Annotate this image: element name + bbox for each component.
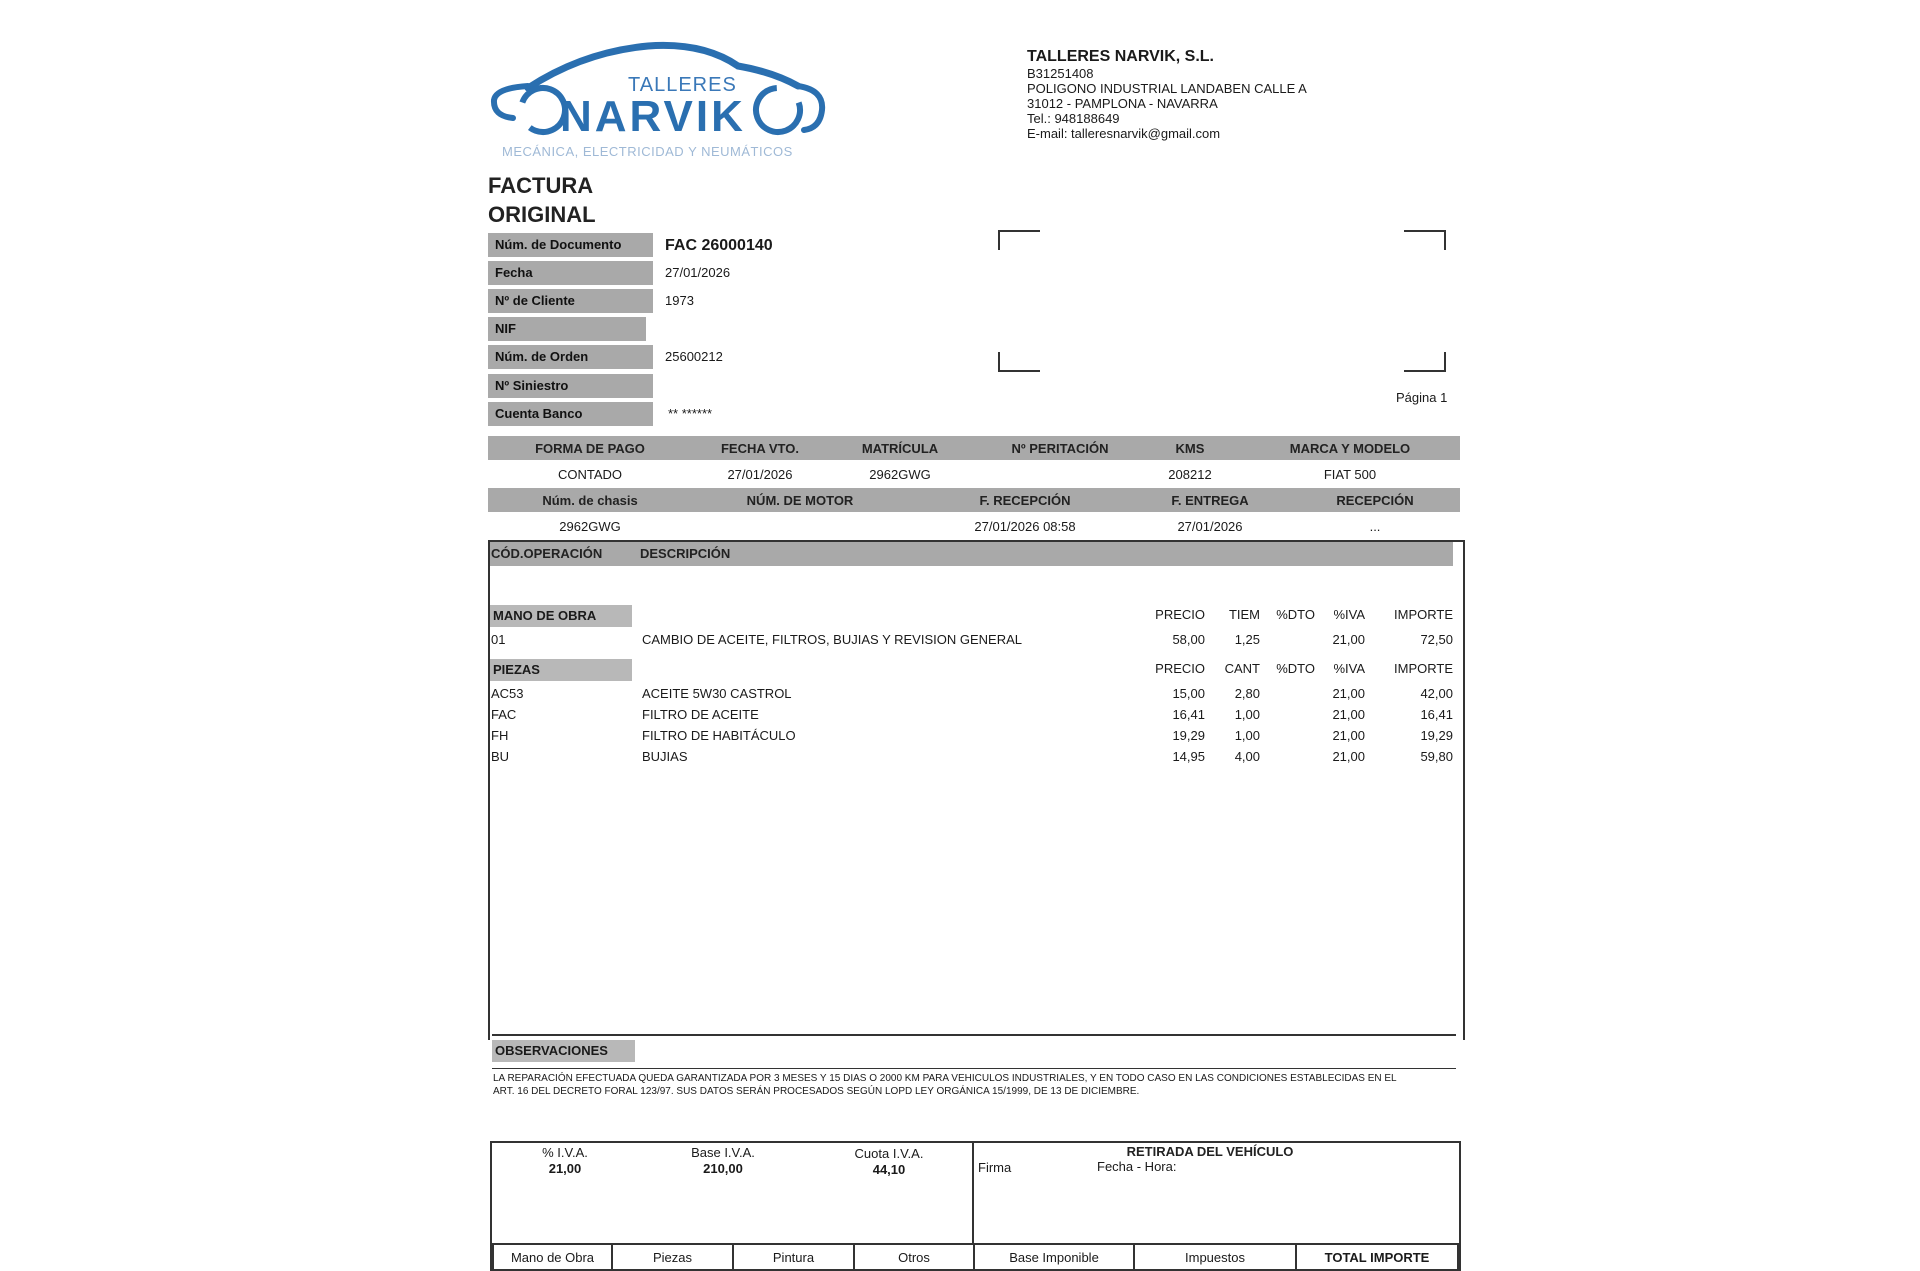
corner-top-right bbox=[1404, 230, 1446, 250]
company-email: E-mail: talleresnarvik@gmail.com bbox=[1027, 126, 1221, 141]
labour-col-price: PRECIO bbox=[1155, 607, 1205, 622]
totals-total-amount: TOTAL IMPORTE bbox=[1297, 1245, 1459, 1271]
logo-tagline: MECÁNICA, ELECTRICIDAD Y NEUMÁTICOS bbox=[502, 144, 793, 159]
labour-col-time: TIEM bbox=[1228, 607, 1260, 622]
totals-taxes: Impuestos bbox=[1135, 1245, 1297, 1271]
part-qty: 1,00 bbox=[1234, 728, 1260, 743]
tax-pct-label: % I.V.A. bbox=[542, 1145, 588, 1160]
observations-text-2: ART. 16 DEL DECRETO FORAL 123/97. SUS DATOS SERÁN PROCESADOS SEGÚN LOPD LEY ORGÁNICA 15/1999, DE 13 DE DICIEMBRE. bbox=[493, 1086, 1140, 1097]
logo-top-text: TALLERES bbox=[628, 74, 737, 96]
part-desc: BUJIAS bbox=[642, 749, 688, 764]
field-label-bank: Cuenta Banco bbox=[488, 402, 653, 426]
field-label-client: Nº de Cliente bbox=[488, 289, 653, 313]
part-price: 19,29 bbox=[1172, 728, 1205, 743]
totals-row bbox=[492, 1243, 1459, 1271]
value-delivery-date: 27/01/2026 bbox=[1177, 519, 1243, 534]
company-info bbox=[1027, 48, 1307, 141]
labour-price: 58,00 bbox=[1172, 632, 1205, 647]
observations-top-divider bbox=[492, 1034, 1456, 1036]
withdrawal-title: RETIRADA DEL VEHÍCULO bbox=[1126, 1144, 1294, 1159]
header-payment-method: FORMA DE PAGO bbox=[535, 441, 645, 456]
labour-code: 01 bbox=[491, 632, 506, 647]
header-due-date: FECHA VTO. bbox=[720, 441, 799, 456]
observations-title: OBSERVACIONES bbox=[492, 1040, 635, 1062]
part-desc: FILTRO DE HABITÁCULO bbox=[642, 728, 796, 743]
part-iva: 21,00 bbox=[1332, 749, 1365, 764]
part-amount: 16,41 bbox=[1420, 707, 1453, 722]
corner-bottom-left bbox=[998, 352, 1040, 372]
part-iva: 21,00 bbox=[1332, 707, 1365, 722]
part-price: 15,00 bbox=[1172, 686, 1205, 701]
logo-brand: NARVIK bbox=[560, 92, 746, 141]
totals-paint: Pintura bbox=[734, 1245, 855, 1271]
document-title-line1: FACTURA bbox=[488, 173, 594, 198]
section-parts: PIEZAS bbox=[490, 659, 632, 681]
labour-time: 1,25 bbox=[1234, 632, 1260, 647]
part-desc: ACEITE 5W30 CASTROL bbox=[642, 686, 792, 701]
part-amount: 59,80 bbox=[1420, 749, 1453, 764]
header-description: DESCRIPCIÓN bbox=[640, 546, 731, 561]
totals-tax-base: Base Imponible bbox=[975, 1245, 1135, 1271]
field-label-order: Núm. de Orden bbox=[488, 345, 653, 369]
labour-col-iva: %IVA bbox=[1333, 607, 1365, 622]
part-amount: 42,00 bbox=[1420, 686, 1453, 701]
withdrawal-signature: Firma bbox=[978, 1160, 1012, 1175]
part-iva: 21,00 bbox=[1332, 686, 1365, 701]
part-desc: FILTRO DE ACEITE bbox=[642, 707, 759, 722]
tax-quota-label: Cuota I.V.A. bbox=[854, 1146, 924, 1161]
header-engine: NÚM. DE MOTOR bbox=[746, 493, 854, 508]
labour-col-amount: IMPORTE bbox=[1394, 607, 1453, 622]
company-logo bbox=[488, 38, 828, 163]
field-value-doc-number: FAC 26000140 bbox=[665, 237, 773, 254]
tax-pct-value: 21,00 bbox=[548, 1161, 582, 1176]
part-price: 14,95 bbox=[1172, 749, 1205, 764]
tax-base-value: 210,00 bbox=[703, 1161, 743, 1176]
header-chassis: Núm. de chasis bbox=[542, 493, 638, 508]
tax-quota-value: 44,10 bbox=[872, 1162, 906, 1177]
totals-other: Otros bbox=[855, 1245, 975, 1271]
header-make-model: MARCA Y MODELO bbox=[1289, 441, 1411, 456]
tax-box-separator bbox=[972, 1143, 974, 1243]
field-label-nif: NIF bbox=[488, 317, 646, 341]
part-code: FH bbox=[491, 728, 509, 743]
parts-col-price: PRECIO bbox=[1155, 661, 1205, 676]
section-labour: MANO DE OBRA bbox=[490, 605, 632, 627]
observations-divider bbox=[492, 1068, 1456, 1069]
parts-col-dto: %DTO bbox=[1276, 661, 1315, 676]
tax-base-label: Base I.V.A. bbox=[691, 1145, 755, 1160]
part-price: 16,41 bbox=[1172, 707, 1205, 722]
part-code: BU bbox=[491, 749, 510, 764]
company-phone: Tel.: 948188649 bbox=[1027, 111, 1120, 126]
value-chassis: 2962GWG bbox=[559, 519, 621, 534]
header-reception-date: F. RECEPCIÓN bbox=[979, 493, 1071, 508]
parts-col-amount: IMPORTE bbox=[1394, 661, 1453, 676]
part-code: AC53 bbox=[491, 686, 524, 701]
field-label-doc-number: Núm. de Documento bbox=[488, 233, 653, 257]
labour-iva: 21,00 bbox=[1332, 632, 1365, 647]
value-make-model: FIAT 500 bbox=[1323, 467, 1377, 482]
parts-col-iva: %IVA bbox=[1333, 661, 1365, 676]
header-delivery-date: F. ENTREGA bbox=[1171, 493, 1249, 508]
parts-col-qty: CANT bbox=[1224, 661, 1260, 676]
header-appraisal: Nº PERITACIÓN bbox=[1011, 441, 1109, 456]
part-iva: 21,00 bbox=[1332, 728, 1365, 743]
labour-amount: 72,50 bbox=[1420, 632, 1453, 647]
part-qty: 1,00 bbox=[1234, 707, 1260, 722]
part-amount: 19,29 bbox=[1420, 728, 1453, 743]
value-due-date: 27/01/2026 bbox=[727, 467, 793, 482]
field-value-order: 25600212 bbox=[665, 349, 723, 364]
company-name: TALLERES NARVIK, S.L. bbox=[1027, 48, 1214, 65]
part-code: FAC bbox=[491, 707, 517, 722]
corner-top-left bbox=[998, 230, 1040, 250]
document-title-line2: ORIGINAL bbox=[488, 202, 596, 227]
totals-parts: Piezas bbox=[613, 1245, 734, 1271]
header-kms: KMS bbox=[1175, 441, 1205, 456]
value-kms: 208212 bbox=[1168, 467, 1212, 482]
value-payment-method: CONTADO bbox=[557, 467, 623, 482]
totals-labour: Mano de Obra bbox=[492, 1245, 613, 1271]
company-cif: B31251408 bbox=[1027, 66, 1094, 81]
value-reception: ... bbox=[1369, 519, 1381, 534]
value-plate: 2962GWG bbox=[869, 467, 931, 482]
value-reception-date: 27/01/2026 08:58 bbox=[974, 519, 1076, 534]
operations-box bbox=[488, 540, 1465, 1040]
company-city: 31012 - PAMPLONA - NAVARRA bbox=[1027, 96, 1218, 111]
field-value-bank: ** ****** bbox=[668, 406, 713, 421]
observations-text-1: LA REPARACIÓN EFECTUADA QUEDA GARANTIZADA POR 3 MESES Y 15 DIAS O 2000 KM PARA VEHICULOS INDUSTRIALES, Y EN TODO CASO EN LAS CONDICIONES ESTABLECIDAS EN EL bbox=[493, 1073, 1397, 1084]
header-plate: MATRÍCULA bbox=[861, 441, 939, 456]
labour-desc: CAMBIO DE ACEITE, FILTROS, BUJIAS Y REVISION GENERAL bbox=[642, 632, 1022, 647]
page-number: Página 1 bbox=[1396, 390, 1448, 405]
company-address: POLIGONO INDUSTRIAL LANDABEN CALLE A bbox=[1027, 81, 1307, 96]
field-label-claim: Nº Siniestro bbox=[488, 374, 653, 398]
field-label-date: Fecha bbox=[488, 261, 653, 285]
part-qty: 2,80 bbox=[1234, 686, 1260, 701]
corner-bottom-right bbox=[1404, 352, 1446, 372]
header-operation-code: CÓD.OPERACIÓN bbox=[491, 546, 603, 561]
field-value-date: 27/01/2026 bbox=[665, 265, 731, 280]
header-reception: RECEPCIÓN bbox=[1336, 493, 1414, 508]
withdrawal-datetime: Fecha - Hora: bbox=[1097, 1159, 1177, 1174]
field-value-client: 1973 bbox=[665, 293, 694, 308]
part-qty: 4,00 bbox=[1234, 749, 1260, 764]
labour-col-dto: %DTO bbox=[1276, 607, 1315, 622]
operations-header-bar bbox=[490, 542, 1453, 566]
